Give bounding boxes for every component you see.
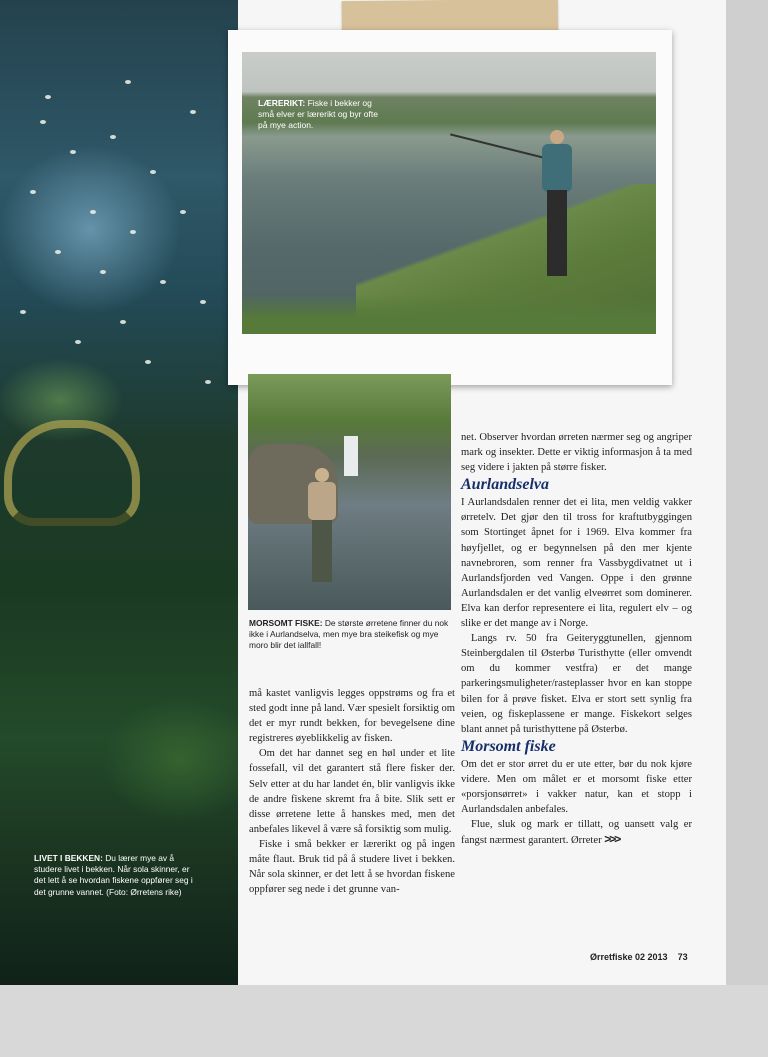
magazine-name: Ørretfiske 02 2013 bbox=[590, 952, 668, 962]
photo-frame bbox=[228, 30, 672, 385]
near-bank bbox=[242, 294, 656, 334]
caption-livet-i-bekken: LIVET I BEKKEN: Du lærer mye av å studere livet i bekken. Når sola skinner, er det lett å se hvordan fiskene oppfører seg i det grunne vannet. (Foto: Ørretens rike) bbox=[34, 853, 193, 897]
heading-aurlandselva: Aurlandselva bbox=[461, 476, 550, 494]
paragraph: Fiske i små bekker er lærerikt og på ingen måte flaut. Bruk tid på å studere livet i bekken. Når sola skinner, er det lett å se hvordan fiskene oppfører seg nede i det grunne van- bbox=[249, 838, 455, 896]
page-footer bbox=[590, 952, 688, 962]
paragraph: Om det er stor ørret du er ute etter, bør du nok kjøre videre. Men om målet er et morsomt fiske etter «porsjonsørret» i vakker natur, kan et stopp i Aurlandsdalen anbefales. bbox=[461, 758, 692, 816]
angler-figure bbox=[304, 468, 340, 588]
underwater-object bbox=[4, 420, 140, 526]
paragraph: net. Observer hvordan ørreten nærmer seg og angriper mark og insekter. Dette er viktig informasjon å ta med seg videre i jakten på større fisker. bbox=[461, 432, 692, 474]
paragraph: Flue, sluk og mark er tillatt, og uansett valg er fangst nærmest garantert. Ørreter >>> bbox=[461, 819, 692, 847]
angler-figure bbox=[540, 130, 574, 280]
caption-morsomt-fiske: MORSOMT FISKE: De største ørretene finner du nok ikke i Aurlandselva, men mye bra steikefisk og mye moro blir det iallfall! bbox=[249, 618, 449, 651]
waterfall bbox=[344, 436, 358, 476]
underwater-photo bbox=[0, 0, 238, 985]
paragraph: Om det har dannet seg en høl under et lite fossefall, vil det garantert stå flere fisker der. Selv etter at du har landet én, blir vanligvis ikke de andre fiskene skremt fra å bite. Slik sett er disse ørretene lette å hanskes med, men det anbefales likevel å være så forsiktig som mulig. bbox=[249, 748, 455, 835]
continue-arrows-icon: >>> bbox=[604, 832, 620, 847]
caption-laererikt: LÆRERIKT: Fiske i bekker og små elver er lærerikt og byr ofte på mye action. bbox=[258, 98, 378, 130]
paragraph: Langs rv. 50 fra Geiteryggtunellen, gjennom Steinbergdalen til Østerbø Turisthytte (eller omvendt om du kommer vestfra) er det mange parkeringsmuligheter/rasteplasser hvor en kan stoppe bilen for å prøve fisket. Elva er stort sett synlig fra veien, og fiskeplassene er mange. Fiskekort selges blant annet på turisthyttene på Østerbø. bbox=[461, 633, 692, 735]
photo-angler-waterfall bbox=[248, 374, 451, 610]
text-column-left bbox=[249, 686, 455, 897]
heading-morsomt-fiske: Morsomt fiske bbox=[461, 737, 556, 755]
scan-margin bbox=[0, 985, 768, 1057]
page-number: 73 bbox=[677, 952, 688, 962]
photo-angler-river bbox=[242, 52, 656, 334]
paragraph: må kastet vanligvis legges oppstrøms og fra et sted godt inne på land. Vær spesielt forsiktig om det er myr rundt bekken, for bevegelsene dine registreres øyeblikkelig av fisken. bbox=[249, 688, 455, 745]
paragraph: I Aurlandsdalen renner det ei lita, men veldig vakker ørretelv. Det gjør den til tross for kraftutbyggingen som Stortinget åpnet for i 1969. Elva kommer fra høyfjellet, og er begynnelsen på den mer kjente navnebroren, som renner fra Vassbygdivatnet ut i Aurlandsfjorden ved Vangen. Oppe i den grønne Aurlandsdalen er det vanlig elveørret som dominerer. Elva kan derfor representere ei lita, regulert elv – og slike er det mange av i Norge. bbox=[461, 497, 692, 630]
scan-spine bbox=[726, 0, 768, 985]
text-column-right bbox=[461, 430, 692, 848]
